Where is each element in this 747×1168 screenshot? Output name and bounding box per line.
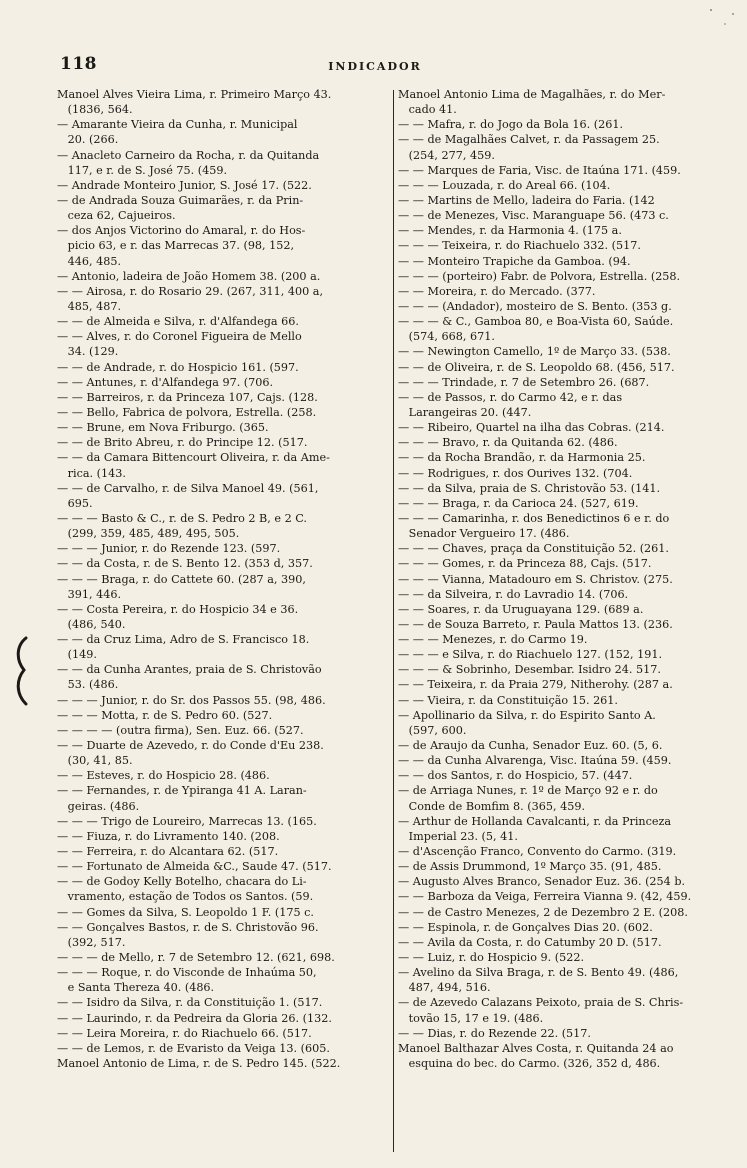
directory-entry-line: — de Assis Drummond, 1º Março 35. (91, 485. xyxy=(398,860,662,874)
directory-entry-line: 117, e r. de S. José 75. (459. xyxy=(57,163,228,177)
directory-entry-line: — — Leira Moreira, r. do Riachuelo 66. (517. xyxy=(57,1026,312,1040)
directory-entry-line: Manoel Alves Vieira Lima, r. Primeiro Março 43. xyxy=(57,88,332,101)
directory-entry-line: — — da Costa, r. de S. Bento 12. (353 d, 357. xyxy=(57,557,313,571)
directory-entry-line: — — Gomes da Silva, S. Leopoldo 1 F. (175 c. xyxy=(57,905,314,919)
directory-entry-line: tovão 15, 17 e 19. (486. xyxy=(398,1011,544,1025)
directory-entry-line: — — Avila da Costa, r. do Catumby 20 D. (517. xyxy=(398,935,662,949)
directory-entry-line: — — Fiuza, r. do Livramento 140. (208. xyxy=(57,829,280,843)
directory-entry-line: — — — Basto & C., r. de S. Pedro 2 B, e 2 C. xyxy=(57,511,307,525)
directory-entry-line: Imperial 23. (5, 41. xyxy=(398,829,518,843)
running-head: INDICADOR xyxy=(328,60,422,73)
directory-entry-line: — — de Magalhães Calvet, r. da Passagem 25. xyxy=(398,133,660,147)
directory-entry-line: — — Antunes, r. d'Alfandega 97. (706. xyxy=(57,375,274,389)
directory-entry-line: — — Airosa, r. do Rosario 29. (267, 311, 400 a, xyxy=(57,284,324,298)
directory-entry-line: — — Bello, Fabrica de polvora, Estrella. (258. xyxy=(57,405,317,419)
directory-entry-line: — — da Cunha Alvarenga, Visc. Itaúna 59. (459. xyxy=(398,754,672,768)
margin-brace-mark xyxy=(12,636,34,706)
directory-entry-line: — — Fernandes, r. de Ypiranga 41 A. Laran- xyxy=(57,784,307,798)
directory-entry-line: — — Duarte de Azevedo, r. do Conde d'Eu 238. xyxy=(57,739,324,753)
directory-entry-line: (1836, 564. xyxy=(57,103,133,117)
directory-entry-line: — — Newington Camello, 1º de Março 33. (538. xyxy=(398,345,671,359)
directory-entry-line: — — Vieira, r. da Constituição 15. 261. xyxy=(398,693,618,707)
directory-entry-line: — — — Trigo de Loureiro, Marrecas 13. (165. xyxy=(57,814,317,828)
directory-entry-line: — — — Junior, r. do Rezende 123. (597. xyxy=(57,542,281,556)
directory-entry-line: — — — Motta, r. de S. Pedro 60. (527. xyxy=(57,708,273,722)
corner-marks xyxy=(703,6,743,30)
directory-entry-line: — — Espinola, r. de Gonçalves Dias 20. (602. xyxy=(398,920,653,934)
page-number: 118 xyxy=(60,54,97,74)
directory-entry-line: — — de Brito Abreu, r. do Principe 12. (517. xyxy=(57,436,308,450)
directory-entry-line: — — Brune, em Nova Friburgo. (365. xyxy=(57,421,269,435)
directory-entry-line: — Andrade Monteiro Junior, S. José 17. (522. xyxy=(57,178,312,192)
directory-entry-line: — — — Vianna, Matadouro em S. Christov. (275. xyxy=(398,572,673,586)
directory-entry-line: — Anacleto Carneiro da Rocha, r. da Quitanda xyxy=(57,148,320,162)
directory-entry-line: vramento, estação de Todos os Santos. (59. xyxy=(57,890,314,904)
directory-entry-line: 34. (129. xyxy=(57,345,119,359)
column-divider xyxy=(393,90,394,1152)
directory-entry-line: — — Barreiros, r. da Princeza 107, Cajs. (128. xyxy=(57,390,318,404)
directory-entry-line: — — — (Andador), mosteiro de S. Bento. (353 g. xyxy=(398,299,672,313)
left-column xyxy=(57,87,387,1159)
directory-entry-line: geiras. (486. xyxy=(57,799,140,813)
directory-entry-line: — — — Braga, r. do Cattete 60. (287 a, 390, xyxy=(57,572,306,586)
directory-entry-line: — — — (porteiro) Fabr. de Polvora, Estrella. (258. xyxy=(398,269,681,283)
directory-entry-line: — — — Chaves, praça da Constituição 52. (261. xyxy=(398,542,669,556)
directory-entry-line: 485, 487. xyxy=(57,299,122,313)
directory-entry-line: Larangeiras 20. (447. xyxy=(398,405,532,419)
directory-entry-line: — — Laurindo, r. da Pedreira da Gloria 26. (132. xyxy=(57,1011,332,1025)
directory-entry-line: — — de Andrade, r. do Hospicio 161. (597. xyxy=(57,360,299,374)
directory-entry-line: — — Mendes, r. da Harmonia 4. (175 a. xyxy=(398,224,622,238)
directory-entry-line: — Apollinario da Silva, r. do Espirito Santo A. xyxy=(398,708,656,722)
directory-entry-line: — — — de Mello, r. 7 de Setembro 12. (621, 698. xyxy=(57,951,335,965)
directory-entry-line: — — — Roque, r. do Visconde de Inhaúma 50, xyxy=(57,966,317,980)
directory-entry-line: — — — Louzada, r. do Areal 66. (104. xyxy=(398,178,611,192)
directory-entry-line: — — Alves, r. do Coronel Figueira de Mello xyxy=(57,330,302,344)
directory-entry-line: — — — Menezes, r. do Carmo 19. xyxy=(398,633,588,647)
directory-entry-line: Conde de Bomfim 8. (365, 459. xyxy=(398,799,586,813)
directory-entry-line: — — da Camara Bittencourt Oliveira, r. da Ame- xyxy=(57,451,330,465)
directory-entry-line: — — — Bravo, r. da Quitanda 62. (486. xyxy=(398,436,618,450)
directory-entry-line: — — Barboza da Veiga, Ferreira Vianna 9. (42, 459. xyxy=(398,890,692,904)
directory-entry-line: e Santa Thereza 40. (486. xyxy=(57,981,215,995)
directory-entry-line: — — de Castro Menezes, 2 de Dezembro 2 E. (208. xyxy=(398,905,688,919)
directory-entry-line: 391, 446. xyxy=(57,587,122,601)
directory-entry-line: — — — Braga, r. da Carioca 24. (527, 619. xyxy=(398,496,639,510)
directory-entry-line: (574, 668, 671. xyxy=(398,330,495,344)
directory-entry-line: — dos Anjos Victorino do Amaral, r. do Hos- xyxy=(57,224,306,238)
directory-entry-line: (254, 277, 459. xyxy=(398,148,495,162)
directory-entry-line: 487, 494, 516. xyxy=(398,981,491,995)
directory-entry-line: — de Arriaga Nunes, r. 1º de Março 92 e r. do xyxy=(398,784,658,798)
directory-entry-line: — — — — (outra firma), Sen. Euz. 66. (527. xyxy=(57,723,304,737)
directory-entry-line: — — Ribeiro, Quartel na ilha das Cobras. (214. xyxy=(398,421,665,435)
directory-entry-line: — de Azevedo Calazans Peixoto, praia de S. Chris- xyxy=(398,996,684,1010)
directory-entry-line: — — Isidro da Silva, r. da Constituição 1. (517. xyxy=(57,996,323,1010)
directory-entry-line: — — Soares, r. da Uruguayana 129. (689 a. xyxy=(398,602,644,616)
directory-entry-line: (486, 540. xyxy=(57,617,126,631)
directory-entry-line: — — da Silva, praia de S. Christovão 53. (141. xyxy=(398,481,661,495)
directory-entry-line: — — Gonçalves Bastos, r. de S. Christovão 96. xyxy=(57,920,319,934)
directory-entry-line: — — — Gomes, r. da Princeza 88, Cajs. (517. xyxy=(398,557,652,571)
directory-entry-line: — — Martins de Mello, ladeira do Faria. (142 xyxy=(398,193,655,207)
directory-entry-line: 446, 485. xyxy=(57,254,122,268)
directory-entry-line: — — Teixeira, r. da Praia 279, Nitherohy. (287 a. xyxy=(398,678,673,692)
directory-entry-line: 20. (266. xyxy=(57,133,119,147)
directory-entry-line: picio 63, e r. das Marrecas 37. (98, 152, xyxy=(57,239,295,253)
directory-entry-line: — — de Oliveira, r. de S. Leopoldo 68. (456, 517. xyxy=(398,360,675,374)
directory-entry-line: — — — Teixeira, r. do Riachuelo 332. (517. xyxy=(398,239,641,253)
directory-entry-line: — de Araujo da Cunha, Senador Euz. 60. (5, 6. xyxy=(398,739,663,753)
directory-entry-line: — — de Souza Barreto, r. Paula Mattos 13. (236. xyxy=(398,617,673,631)
directory-entry-line: — d'Ascenção Franco, Convento do Carmo. (319. xyxy=(398,845,677,859)
directory-columns xyxy=(57,87,722,1159)
directory-entry-line: — — de Carvalho, r. de Silva Manoel 49. (561, xyxy=(57,481,319,495)
directory-entry-line: — — Mafra, r. do Jogo da Bola 16. (261. xyxy=(398,118,624,132)
directory-entry-line: — Arthur de Hollanda Cavalcanti, r. da Princeza xyxy=(398,814,672,828)
directory-entry-line: — — da Cunha Arantes, praia de S. Christovão xyxy=(57,663,322,677)
directory-entry-line: — — Rodrigues, r. dos Ourives 132. (704. xyxy=(398,466,633,480)
directory-entry-line: (30, 41, 85. xyxy=(57,754,133,768)
directory-entry-line: — — Esteves, r. do Hospicio 28. (486. xyxy=(57,769,270,783)
directory-entry-line: — Avelino da Silva Braga, r. de S. Bento 49. (486, xyxy=(398,966,679,980)
directory-entry-line: — — Costa Pereira, r. do Hospicio 34 e 36. xyxy=(57,602,299,616)
directory-entry-line: — — de Passos, r. do Carmo 42, e r. das xyxy=(398,390,623,404)
directory-entry-line: — — — & C., Gamboa 80, e Boa-Vista 60, Saúde. xyxy=(398,315,674,329)
directory-entry-line: Manoel Antonio Lima de Magalhães, r. do Mer- xyxy=(398,88,666,101)
directory-entry-line: — — da Rocha Brandão, r. da Harmonia 25. xyxy=(398,451,646,465)
directory-entry-line: — — Luiz, r. do Hospicio 9. (522. xyxy=(398,951,585,965)
directory-entry-line: — — — e Silva, r. do Riachuelo 127. (152, 191. xyxy=(398,648,663,662)
directory-entry-line: (392, 517. xyxy=(57,935,126,949)
directory-entry-line: — — Marques de Faria, Visc. de Itaúna 171. (459. xyxy=(398,163,681,177)
directory-entry-line: — — Fortunato de Almeida &C., Saude 47. (517. xyxy=(57,860,332,874)
directory-entry-line: — Amarante Vieira da Cunha, r. Municipal xyxy=(57,118,298,132)
directory-entry-line: (299, 359, 485, 489, 495, 505. xyxy=(57,527,240,541)
directory-entry-line: — — — Camarinha, r. dos Benedictinos 6 e r. do xyxy=(398,511,670,525)
directory-entry-line: — Antonio, ladeira de João Homem 38. (200 a. xyxy=(57,269,321,283)
directory-entry-line: — Augusto Alves Branco, Senador Euz. 36. (254 b. xyxy=(398,875,686,889)
directory-entry-line: 695. xyxy=(57,496,93,510)
directory-entry-line: — — Dias, r. do Rezende 22. (517. xyxy=(398,1026,591,1040)
directory-entry-line: — — — Trindade, r. 7 de Setembro 26. (687. xyxy=(398,375,650,389)
directory-entry-line: ceza 62, Cajueiros. xyxy=(57,209,176,223)
directory-entry-line: — — Ferreira, r. do Alcantara 62. (517. xyxy=(57,845,279,859)
directory-entry-line: rica. (143. xyxy=(57,466,126,480)
directory-entry-line: (597, 600. xyxy=(398,723,467,737)
directory-entry-line: 53. (486. xyxy=(57,678,119,692)
directory-entry-line: — — Moreira, r. do Mercado. (377. xyxy=(398,284,596,298)
directory-entry-line: — — Monteiro Trapiche da Gamboa. (94. xyxy=(398,254,631,268)
directory-entry-line: — — de Lemos, r. de Evaristo da Veiga 13. (605. xyxy=(57,1041,330,1055)
directory-entry-line: Manoel Balthazar Alves Costa, r. Quitanda 24 ao xyxy=(398,1041,674,1055)
directory-entry-line: — de Andrada Souza Guimarães, r. da Prin- xyxy=(57,193,304,207)
directory-entry-line: — — — Junior, r. do Sr. dos Passos 55. (98, 486. xyxy=(57,693,326,707)
directory-entry-line: esquina do bec. do Carmo. (326, 352 d, 486. xyxy=(398,1057,661,1070)
directory-entry-line: — — dos Santos, r. do Hospicio, 57. (447. xyxy=(398,769,633,783)
directory-entry-line: — — de Almeida e Silva, r. d'Alfandega 66. xyxy=(57,315,299,329)
directory-entry-line: — — — & Sobrinho, Desembar. Isidro 24. 517. xyxy=(398,663,661,677)
directory-entry-line: — — da Cruz Lima, Adro de S. Francisco 18. xyxy=(57,633,310,647)
directory-entry-line: — — de Menezes, Visc. Maranguape 56. (473 c. xyxy=(398,209,669,223)
right-column xyxy=(398,87,728,1159)
directory-entry-line: Senador Vergueiro 17. (486. xyxy=(398,527,570,541)
directory-entry-line: cado 41. xyxy=(398,103,457,117)
directory-entry-line: — — de Godoy Kelly Botelho, chacara do Li- xyxy=(57,875,307,889)
directory-entry-line: — — da Silveira, r. do Lavradio 14. (706. xyxy=(398,587,629,601)
directory-entry-line: (149. xyxy=(57,648,97,662)
directory-entry-line: Manoel Antonio de Lima, r. de S. Pedro 145. (522. xyxy=(57,1057,341,1070)
